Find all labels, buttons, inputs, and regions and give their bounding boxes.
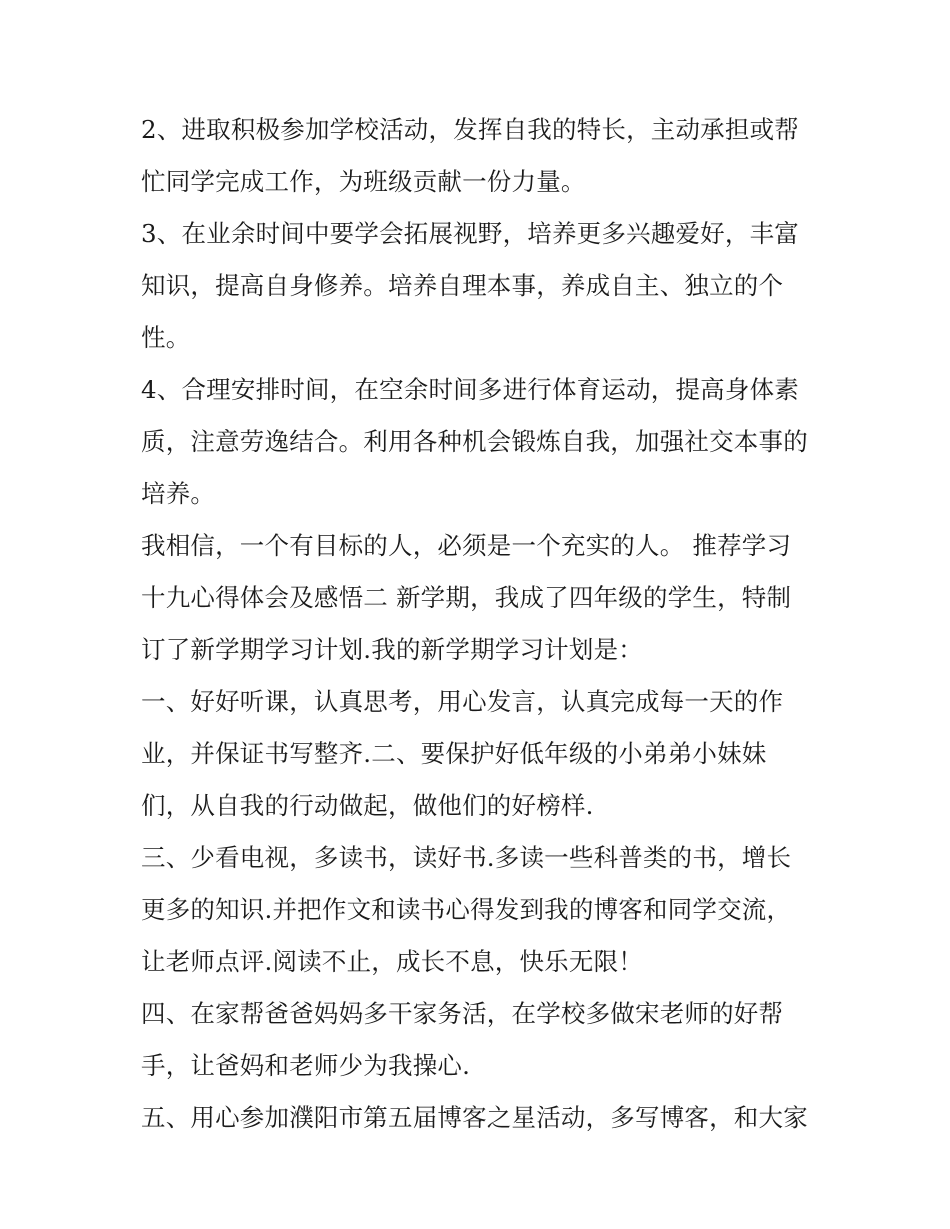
text-line: 业，并保证书写整齐.二、要保护好低年级的小弟弟小妹妹 [141,739,767,768]
text-line: 十九心得体会及感悟二 新学期，我成了四年级的学生，特制 [141,583,792,612]
text-line: 性。 [141,323,191,352]
document-body [141,104,831,1144]
text-line: 更多的知识.并把作文和读书心得发到我的博客和同学交流， [141,895,792,924]
text-line: 我相信，一个有目标的人，必须是一个充实的人。 推荐学习 [141,531,792,560]
text-line: 2、进取积极参加学校活动，发挥自我的特长，主动承担或帮 [141,115,799,144]
text-line: 五、用心参加濮阳市第五届博客之星活动，多写博客，和大家 [141,1103,808,1132]
text-line: 四、在家帮爸爸妈妈多干家务活，在学校多做宋老师的好帮 [141,999,784,1028]
text-line: 手，让爸妈和老师少为我操心. [141,1051,471,1080]
text-line: 3、在业余时间中要学会拓展视野，培养更多兴趣爱好，丰富 [141,219,799,248]
text-line: 三、少看电视，多读书，读好书.多读一些科普类的书，增长 [141,843,792,872]
text-line: 质，注意劳逸结合。利用各种机会锻炼自我，加强社交本事的 [141,427,808,456]
text-line: 忙同学完成工作，为班级贡献一份力量。 [141,167,586,196]
text-line: 订了新学期学习计划.我的新学期学习计划是： [141,635,643,664]
text-line: 一、好好听课，认真思考，用心发言，认真完成每一天的作 [141,687,784,716]
text-line: 们，从自我的行动做起，做他们的好榜样. [141,791,594,820]
text-line: 让老师点评.阅读不止，成长不息，快乐无限！ [141,947,643,976]
text-line: 知识，提高自身修养。培养自理本事，养成自主、独立的个 [141,271,784,300]
text-line: 培养。 [141,479,216,508]
text-line: 4、合理安排时间，在空余时间多进行体育运动，提高身体素 [141,375,799,404]
